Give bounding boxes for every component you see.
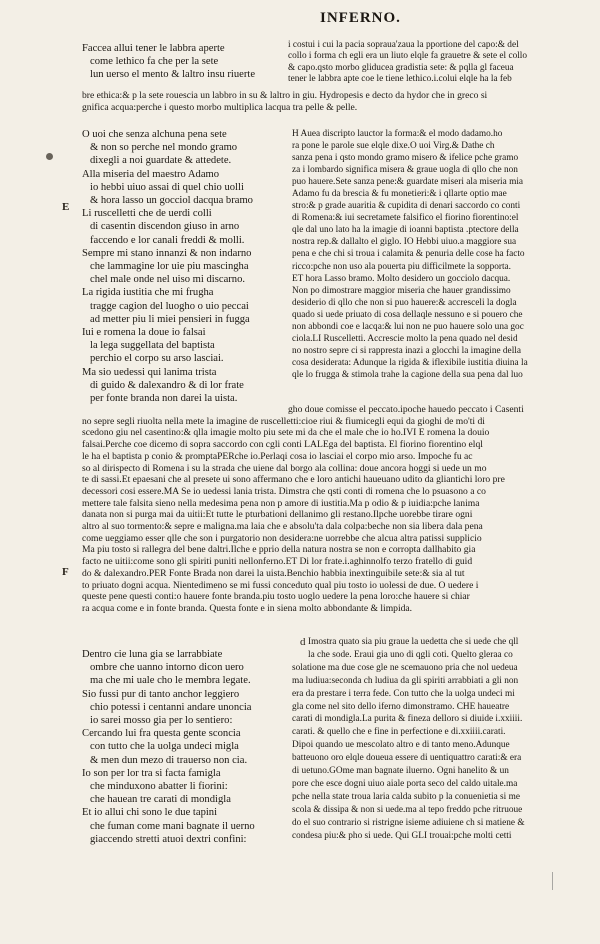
commentary-line: solatione ma due cose gle ne scemauono pria che nol uedeua	[292, 662, 518, 673]
verse-line: che fuman come mani bagnate il uerno	[90, 820, 255, 832]
commentary-line: di uetuno.GOme man bagnate iluerno. Ogni hanelito & un	[292, 766, 509, 777]
commentary-line: pche nella state troua laria calda subito p la conuenietia si me	[292, 791, 520, 802]
commentary-line: gnifica acqua:perche i questo morbo multiplica lacqua tra pelle & pelle.	[82, 101, 358, 113]
commentary-line: come ueggiamo esser qlle che son i purgatorio non desidera:ne uorrebbe che alcua altra patissi supplicio	[82, 532, 482, 544]
commentary-line: ricco:pche non uso ala pouerta piu difficilmete la sopporta.	[292, 261, 512, 272]
commentary-line: no sepre segli riuolta nella mete la imagine de ruscelletti:cioe riui & fiumicegli equi da gioghi de mo'ti di	[82, 415, 485, 427]
verse-line: Sempre mi stano innanzi & non indarno	[82, 247, 252, 259]
verse-line: la lega suggellata del baptista	[90, 340, 215, 352]
commentary-line: collo i forma ch egli era un liuto elqle fa grauetre & sete el collo	[288, 51, 528, 62]
verse-line: ombre che uanno intorno dicon uero	[90, 662, 244, 674]
commentary-line: carati di mondigla.La purita & fineza delloro si diuide i.xxiiii.	[292, 714, 523, 725]
verse-line: che hauean tre carati di mondigla	[90, 794, 231, 806]
commentary-line: tener le labbra apte coe le tiene lethico.i.colui elqle ha la feb	[288, 74, 512, 85]
commentary-line: cosa desiderata: Adunque la rigida & iflexibile iustitia diuina la	[292, 357, 528, 368]
commentary-line: non abbondi coe e lacqa:& lui non ne puo hauere solo una goc	[292, 321, 524, 332]
verse-line: ad metter piu li miei pensieri in fugga	[90, 313, 250, 325]
commentary-block-1	[288, 40, 584, 86]
commentary-line: desiderio di qllo che non si puo hauere:& accresceli la dogla	[292, 297, 517, 308]
commentary-line: Non po dimostrare maggior miseria che hauer grandissimo	[292, 285, 511, 296]
margin-rule	[552, 872, 553, 890]
commentary-line: facto ne uitii:come sono gli spiriti puniti nellonferno.ET Di lor frate.i.aghinnolfo terzo fratello di guid	[82, 556, 473, 568]
verse-line: con tutto che la uolga undeci migla	[90, 741, 239, 753]
verse-line: che lammagine lor uie piu mascingha	[90, 261, 249, 273]
margin-mark-d: d	[300, 636, 306, 648]
commentary-line: to priuato dogni acqua. Nientedimeno se mi fussi conceduto qual piu tosto io uolessi de due. O uedere i	[82, 579, 479, 591]
commentary-line: condesa piu:& pho si uede. Qui GLI trouai:pche molti cetti	[292, 830, 512, 841]
verse-line: La rigida iustitia che mi frugha	[82, 287, 214, 299]
verse-line: perchio el corpo su arso lasciai.	[90, 353, 224, 365]
verse-line: dixegli a noi guardate & attedete.	[90, 155, 232, 167]
commentary-line: & capo.qsto morbo gliducea gradistia sete: & pqlla gl faceua	[288, 62, 514, 73]
verse-line: chio potessi i centanni andare unoncia	[90, 701, 252, 713]
verse-line: Alla miseria del maestro Adamo	[82, 168, 220, 180]
page-header: INFERNO.	[320, 10, 401, 26]
verse-line: io hebbi uiuo assai di quel chio uolli	[90, 181, 244, 193]
commentary-line: qle lo frugga & stimola trahe la cagione della sua pena dal luo	[292, 369, 523, 380]
commentary-line: ET hora Lasso bramo. Molto desidero un gocciolo dacqua.	[292, 273, 511, 284]
verse-line: Li ruscelletti che de uerdi colli	[82, 208, 212, 220]
verse-line: O uoi che senza alchuna pena sete	[82, 129, 227, 140]
verse-line: Et io allui chi sono le due tapini	[82, 807, 218, 819]
verse-line: & men dun mezo di trauerso non cia.	[90, 754, 248, 766]
commentary-line: sanza pena i qsto mondo gramo misero & ifelice pche gramo	[292, 153, 519, 164]
commentary-block-2	[292, 128, 586, 381]
verse-line: Dentro cie luna gia se larrabbiate	[82, 649, 223, 660]
commentary-line: Imostra quato sia piu graue la uedetta che si uede che qll	[308, 637, 519, 647]
commentary-line: bre ethica:& p la sete rouescia un labbro in su & laltro in giu. Hydropesis e decto da hydor che in greco si	[82, 90, 488, 101]
commentary-line: do & dalexandro.PER Fonte Brada non darei la uista.Benchio habbia inextinguibile sete:& sia al tut	[82, 567, 465, 579]
commentary-line: carati. & quello che e fine in perfectione e di.xxiiii.carati.	[292, 727, 506, 738]
verse-block-3	[82, 648, 294, 846]
margin-mark-f: F	[62, 566, 69, 578]
commentary-wide-block-2	[82, 404, 587, 615]
commentary-line: Ma piu tosto si rallegra del bene daltri.Ilche e pprio della natura nostra se non e corropta dallhabito gia	[82, 544, 476, 556]
verse-line: di guido & dalexandro & di lor frate	[90, 379, 244, 391]
commentary-line: ra pone le parole sue elqle dixe.O uoi Virg.& Dathe ch	[292, 141, 495, 152]
commentary-line: te di sassi.Et epaesani che al presete ui sono affermano che e loro antichi haueuano udito da gliantichi loro pre	[82, 474, 505, 486]
commentary-line: queste pene questi conti:o hauere fonte branda.piu tosto uoglo uedere la pena loro:che hauere si chiar	[82, 591, 470, 603]
commentary-line: so al dirispecto di Romena i su la strada che uiene dal borgo ala collina: doue ancora hoggi si uede un mo	[82, 462, 487, 474]
verse-line: Ma sio uedessi qui lanima trista	[82, 366, 217, 378]
commentary-line: pena e che chi si troua i calamita & penuria delle cose ha facto	[292, 249, 525, 260]
commentary-line: Dipoi quando ue mescolato altro e di tanto meno.Adunque	[292, 740, 510, 751]
commentary-line: la che sode. Eraui gia uno di qgli coti. Quelto gleraa co	[308, 649, 513, 660]
commentary-line: scedono giu nel casentino:& qlla imagie molto piu sete mi da che el male che io ho.IVI E romena la douio	[82, 427, 490, 439]
commentary-line: do el suo contrario si ristrigne isieme adiuiene ch si matiene &	[292, 817, 525, 828]
commentary-line: scola & dissipa & non si uede.ma al tepo freddo pche ritruoue	[292, 804, 523, 815]
commentary-line: altro al suo tormento:& sepre e maligna.ma laia che e absolu'ta dala colpa:beche non sia libera dala pena	[82, 521, 483, 533]
verse-line: lun uerso el mento & laltro insu riuerte	[90, 69, 256, 81]
commentary-line: era da prestare i terra fede. Con tutto che la uolga undeci mi	[292, 688, 515, 699]
verse-line: Cercando lui fra questa gente sconcia	[82, 728, 241, 740]
verse-line: per fonte branda non darei la uista.	[90, 393, 238, 405]
verse-line: ma che mi uale cho le membra legate.	[90, 675, 251, 687]
commentary-line: za i lombardo significa misera & graue uogla di qllo che non	[292, 165, 518, 176]
commentary-line: le ha el baptista p conio & promptaPERche io.Perlaqi cosa io lasciai el corpo mio arso. Impoche fu ac	[82, 450, 473, 462]
verse-line: io sarei mosso gia per lo sentiero:	[90, 715, 233, 727]
commentary-line: stro:& p grade auaritia & cupidita di denari saccordo co conti	[292, 201, 521, 212]
verse-line: che minduxono abatter li fiorini:	[90, 781, 228, 793]
verse-line: chel male onde nel uiso mi discarno.	[90, 274, 246, 286]
commentary-line: nostra rep.& dallalto el giglo. IO Hebbi uiuo.a maggiore sua	[292, 237, 517, 248]
commentary-line: H Auea discripto lauctor la forma:& el modo dadamo.ho	[292, 129, 503, 139]
verse-line: Io son per lor tra si facta famigla	[82, 767, 221, 779]
verse-line: Faccea allui tener le labbra aperte	[82, 43, 225, 54]
verse-line: come lethico fa che per la sete	[90, 56, 219, 68]
commentary-wide-block-1	[82, 90, 587, 113]
verse-line: di casentin discendon giuso in arno	[90, 221, 240, 233]
verse-line: & hora lasso un gocciol dacqua bramo	[90, 195, 253, 207]
verse-line: & non so perche nel mondo gramo	[90, 142, 238, 154]
commentary-line: qle dal uno lato ha la imagie di ioanni baptista .ptectore della	[292, 225, 519, 236]
commentary-line: mettere tale falsita sieno nella medesima pena non p amore di iustitia.Ma p odio & p iuidia:pche lanima	[82, 497, 480, 509]
verse-line: Sio fussi pur di tanto anchor leggiero	[82, 688, 240, 700]
commentary-line: danata non si purga mai da uitii:Et tutte le pturbationi dellanimo gli restano.Ilpche uorebbe tirare ogni	[82, 509, 473, 521]
margin-mark-e: E	[62, 201, 70, 213]
commentary-line: batteuono oro elqle doueua essere di uentiquattro carati:& era	[292, 753, 522, 764]
verse-block-1	[82, 42, 290, 82]
verse-line: tragge cagion del luogho o uio peccai	[90, 300, 249, 312]
commentary-line: Adamo fu da brescia & fu monetieri:& i qllarte optio mae	[292, 189, 507, 200]
commentary-line: no nostro sepre ci si rappresta inazi a glocchi la imagine della	[292, 345, 521, 356]
verse-line: giaccendo stretti atuoi dextri confini:	[90, 833, 247, 845]
commentary-line: ra acqua come e in fonte branda. Questa fonte e in siena molto abbondante & limpida.	[82, 602, 413, 614]
commentary-line: decessori cosi essere.MA Se io uedessi lania trista. Dimstra che qsti conti di romena che lo psuasono a co	[82, 485, 486, 497]
commentary-line: di Romena:& iui secretamete falsifico el fiorino fiorentino:el	[292, 213, 519, 224]
verse-block-2	[82, 128, 294, 405]
commentary-line: ciola.LI Ruscelletti. Accrescie molto la pena quado nel desid	[292, 333, 518, 344]
commentary-line: pore che esce dogni uiuo aiale porta seco del caldo uitale.ma	[292, 778, 518, 789]
commentary-line: i costui i cui la pacia sopraua'zaua la pportione del capo:& del	[288, 40, 519, 50]
verse-line: faccendo e lor canali freddi & molli.	[90, 234, 245, 246]
commentary-line: puo hauere.Sete sanza pene:& guardate miseri ala miseria mia	[292, 177, 524, 188]
commentary-line: gla come nel sito dello iferno dimonstramo. CHE haueatre	[292, 701, 510, 712]
verse-line: Iui e romena la doue io falsai	[82, 327, 206, 339]
margin-ornament	[46, 153, 53, 160]
commentary-line: falsai.Perche coe dicemo di sopra saccordo con cgli conti LALEga del baptista. El fiorino fiorentino elql	[82, 439, 483, 451]
commentary-line: gho doue comisse el peccato.ipoche hauedo peccato i Casenti	[288, 404, 524, 415]
commentary-line: ma ludiua:seconda ch ludiua da gli spiriti arrabbiati a gli non	[292, 675, 519, 686]
commentary-block-3	[292, 636, 586, 843]
commentary-line: quado si uede priuato di cosa dellaqle nessuno e si pouero che	[292, 309, 523, 320]
